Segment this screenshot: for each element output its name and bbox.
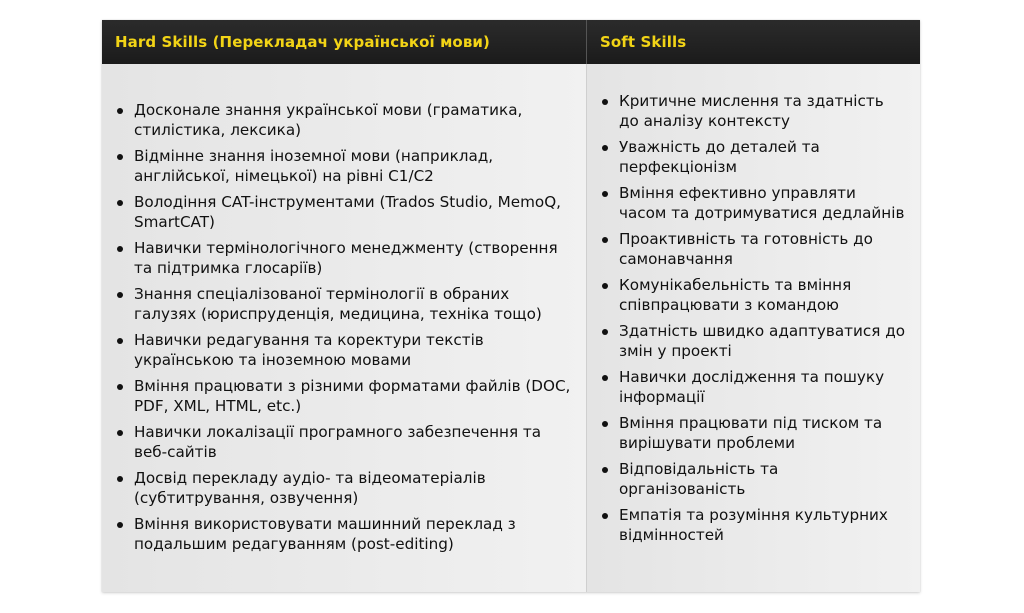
list-item: Відмінне знання іноземної мови (наприклад, англійської, німецької) на рівні C1/C2 xyxy=(102,147,586,186)
list-item: Досконале знання української мови (граматика, стилістика, лексика) xyxy=(102,101,586,140)
list-item: Комунікабельність та вміння співпрацювати з командою xyxy=(587,276,920,315)
table-header-row xyxy=(102,20,920,64)
list-item: Вміння використовувати машинний переклад з подальшим редагуванням (post-editing) xyxy=(102,515,586,554)
list-item: Навички локалізації програмного забезпечення та веб-сайтів xyxy=(102,423,586,462)
list-item: Емпатія та розуміння культурних відмінностей xyxy=(587,506,920,545)
list-item: Знання спеціалізованої термінології в обраних галузях (юриспруденція, медицина, техніка тощо) xyxy=(102,285,586,324)
list-item: Вміння працювати з різними форматами файлів (DOC, PDF, XML, HTML, etc.) xyxy=(102,377,586,416)
hard-skills-list xyxy=(102,101,586,554)
table-body-row xyxy=(102,64,920,592)
list-item: Навички термінологічного менеджменту (створення та підтримка глосаріїв) xyxy=(102,239,586,278)
list-item: Вміння працювати під тиском та вирішувати проблеми xyxy=(587,414,920,453)
list-item: Володіння CAT-інструментами (Trados Studio, MemoQ, SmartCAT) xyxy=(102,193,586,232)
list-item: Уважність до деталей та перфекціонізм xyxy=(587,138,920,177)
skills-table xyxy=(102,20,920,592)
list-item: Відповідальність та організованість xyxy=(587,460,920,499)
hard-skills-cell xyxy=(102,64,587,592)
list-item: Досвід перекладу аудіо- та відеоматеріалів (субтитрування, озвучення) xyxy=(102,469,586,508)
list-item: Проактивність та готовність до самонавчання xyxy=(587,230,920,269)
list-item: Навички дослідження та пошуку інформації xyxy=(587,368,920,407)
list-item: Здатність швидко адаптуватися до змін у проекті xyxy=(587,322,920,361)
list-item: Критичне мислення та здатність до аналізу контексту xyxy=(587,92,920,131)
soft-skills-list xyxy=(587,92,920,545)
header-hard-skills: Hard Skills (Перекладач української мови) xyxy=(102,20,587,64)
list-item: Навички редагування та коректури текстів українською та іноземною мовами xyxy=(102,331,586,370)
soft-skills-cell xyxy=(587,64,920,592)
header-soft-skills: Soft Skills xyxy=(600,33,687,51)
list-item: Вміння ефективно управляти часом та дотримуватися дедлайнів xyxy=(587,184,920,223)
